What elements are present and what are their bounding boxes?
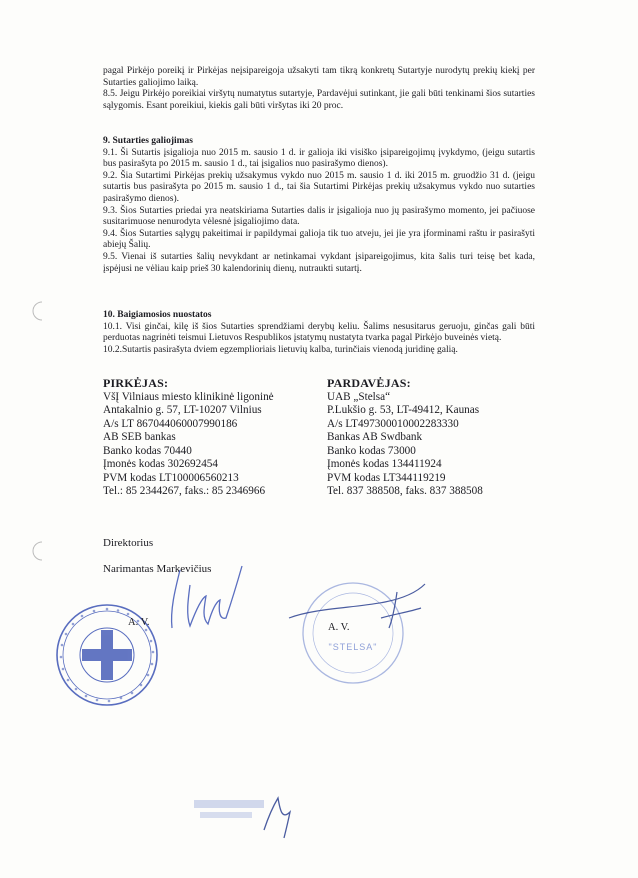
seller-details: [327, 377, 483, 499]
approval-stamp-icon: [190, 790, 300, 840]
buyer-line: Tel.: 85 2344267, faks.: 85 2346966: [103, 485, 266, 497]
seller-title: PARDAVĖJAS:: [327, 376, 411, 390]
intro-continuation: pagal Pirkėjo poreikį ir Pirkėjas neįsipareigoja užsakyti tam tikrą konkretų Sutartyje nurodytų prekių kiekį per Sutarties galiojimo laiką.: [103, 66, 535, 88]
seller-seal-place: A. V.: [328, 622, 350, 633]
buyer-line: Įmonės kodas 302692454: [103, 458, 218, 470]
clause-9-3: 9.3. Šios Sutarties priedai yra neatskiriama Sutarties dalis ir įsigalioja nuo jų pasirašymo momento, jei pačiuose susitarimuose nenurodyta vėlesnė įsigaliojimo data.: [103, 205, 535, 228]
intro-block: [103, 66, 535, 112]
clause-9-2: 9.2. Šia Sutartimi Pirkėjas prekių užsakymus vykdo nuo 2015 m. sausio 1 d. iki 2015 m. gruodžio 31 d. (jeigu sutartis bus pasirašyta po 2015 m. sausio 1 d., tai šia Sutartimi Pirkėjas prekių užsakymus vykdo nuo sutarties pasirašymo dienos).: [103, 170, 535, 204]
section-9: [103, 136, 535, 275]
section-10-heading: 10. Baigiamosios nuostatos: [103, 310, 212, 320]
punch-hole-icon: [30, 300, 46, 322]
seller-signature-icon: [285, 578, 445, 638]
buyer-line: PVM kodas LT100006560213: [103, 471, 239, 484]
section-9-heading: 9. Sutarties galiojimas: [103, 136, 193, 146]
clause-9-4: 9.4. Šios Sutarties sąlygų pakeitimai ir papildymai galioja tik tuo atveju, jei jie yra įforminami raštu ir pasirašyti abiejų Šalių.: [103, 228, 535, 251]
clause-9-5: 9.5. Vienai iš sutarties šalių nevykdant ar netinkamai vykdant įsipareigojimus, kita šalis turi teisę bet kada, įspėjusi ne vėliau kaip prieš 30 kalendorinių dienų, nutraukti sutartį.: [103, 251, 535, 274]
punch-hole-icon: [30, 540, 46, 562]
buyer-line: AB SEB bankas: [103, 431, 176, 443]
clause-8-5: 8.5. Jeigu Pirkėjo poreikiai viršytų numatytus sutartyje, Pardavėjui sutinkant, jie gali būti tenkinami šios sutarties sąlygomis. Esant poreikiui, kiekis gali būti viršytas iki 20 proc.: [103, 89, 535, 111]
buyer-title: PIRKĖJAS:: [103, 376, 169, 390]
buyer-line: Antakalnio g. 57, LT-10207 Vilnius: [103, 404, 262, 416]
buyer-seal-place: A. V.: [128, 617, 150, 628]
section-10: [103, 310, 535, 356]
buyer-line: Banko kodas 70440: [103, 444, 192, 457]
buyer-signature-icon: [150, 560, 250, 640]
seller-line: Įmonės kodas 134411924: [327, 458, 442, 470]
signatory-name: Narimantas Markevičius: [103, 563, 212, 575]
seller-line: P.Lukšio g. 53, LT-49412, Kaunas: [327, 404, 480, 416]
seller-line: Banko kodas 73000: [327, 444, 416, 457]
seller-line: A/s LT497300010002283330: [327, 417, 459, 430]
seller-line: Bankas AB Swdbank: [327, 431, 423, 443]
seller-stamp-text: "STELSA": [328, 642, 378, 652]
signatory-role: Direktorius: [103, 537, 154, 549]
clause-10-2: 10.2.Sutartis pasirašyta dviem egzemplioriais lietuvių kalba, turinčiais vienodą juridinę galią.: [103, 344, 458, 355]
buyer-line: VšĮ Vilniaus miesto klinikinė ligoninė: [103, 390, 274, 403]
buyer-line: A/s LT 867044060007990186: [103, 417, 238, 430]
seller-line: UAB „Stelsa“: [327, 390, 391, 403]
seller-line: PVM kodas LT344119219: [327, 471, 446, 484]
clause-10-1: 10.1. Visi ginčai, kilę iš šios Sutarties sprendžiami derybų keliu. Šalims nesusitarus geruoju, ginčas gali būti perduotas nagrinėti teismui Lietuvos Respublikos įstatymų nustatyta tvarka pagal Pirkėjo buveinės vietą.: [103, 321, 535, 344]
seller-line: Tel. 837 388508, faks. 837 388508: [327, 485, 483, 497]
clause-9-1: 9.1. Ši Sutartis įsigalioja nuo 2015 m. sausio 1 d. ir galioja iki visiško įsipareigojimų įvykdymo, (jeigu sutartis bus pasirašyta po 2015 m. sausio 1 d., tai įsigalios nuo pasirašymo dienos).: [103, 147, 535, 170]
buyer-details: [103, 377, 274, 499]
